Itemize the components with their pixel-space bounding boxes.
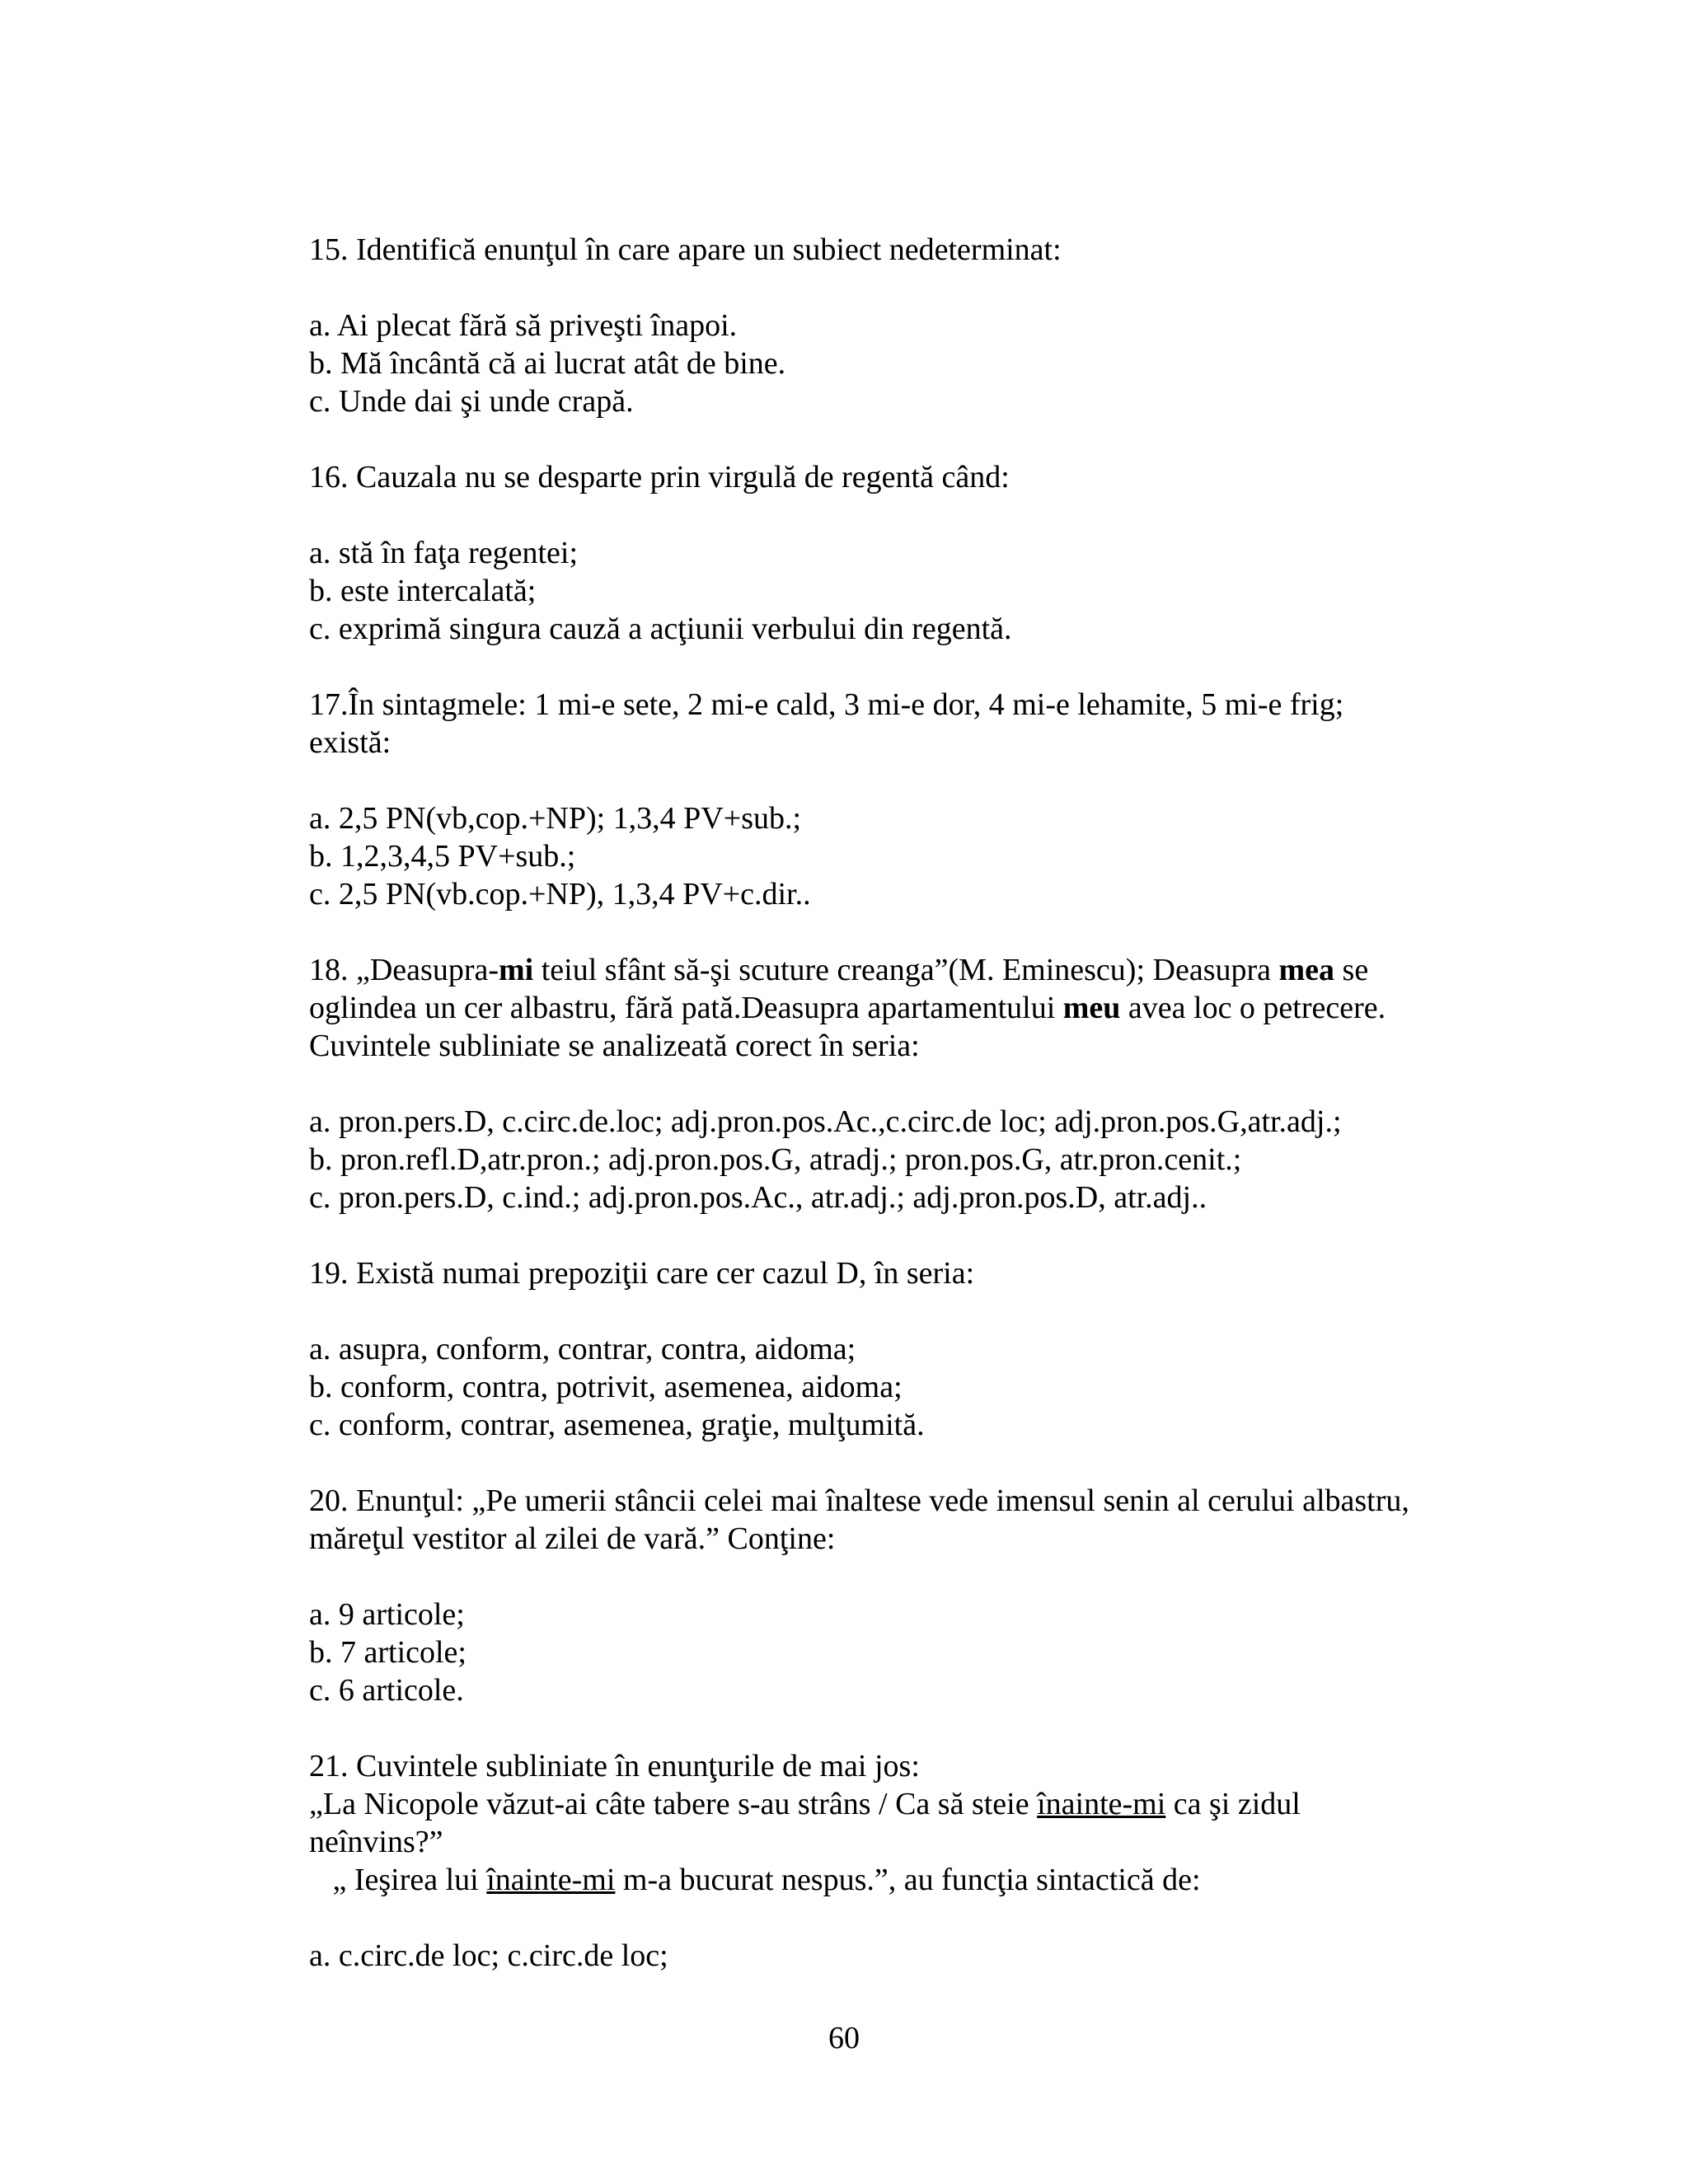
- question-20-option-c: c. 6 articole.: [309, 1673, 464, 1708]
- q18-bold-word: meu: [1062, 991, 1121, 1025]
- question-15-option-a: a. Ai plecat fără să priveşti înapoi.: [309, 308, 738, 343]
- question-18-option-b: b. pron.refl.D,atr.pron.; adj.pron.pos.G, atradj.; pron.pos.G, atr.pron.cenit.;: [309, 1142, 1242, 1177]
- question-20-stem-line-1: 20. Enunţul: „Pe umerii stâncii celei mai înaltese vede imensul senin al cerului albastru,: [309, 1483, 1409, 1518]
- document-body: [309, 231, 1496, 1975]
- q18-text: oglindea un cer albastru, fără pată.Deasupra apartamentului: [309, 991, 1063, 1025]
- question-15-stem: 15. Identifică enunţul în care apare un subiect nedeterminat:: [309, 232, 1062, 267]
- q18-text: 18. „Deasupra-: [309, 953, 499, 987]
- question-16-option-a: a. stă în faţa regentei;: [309, 536, 579, 570]
- question-17-stem-line-2: există:: [309, 725, 392, 760]
- question-20-option-a: a. 9 articole;: [309, 1597, 465, 1632]
- question-19-option-c: c. conform, contrar, asemenea, graţie, mulţumită.: [309, 1408, 925, 1442]
- question-16-option-c: c. exprimă singura cauză a acţiunii verbului din regentă.: [309, 612, 1012, 646]
- question-19-stem: 19. Există numai prepoziţii care cer cazul D, în seria:: [309, 1256, 975, 1291]
- question-21-quote-line-1: [309, 1785, 1496, 1823]
- q18-text: teiul sfânt să-şi scuture creanga”(M. Eminescu); Deasupra: [533, 953, 1279, 987]
- question-18-stem-line-3: Cuvintele subliniate se analizeată corect în seria:: [309, 1029, 920, 1063]
- question-17-option-c: c. 2,5 PN(vb.cop.+NP), 1,3,4 PV+c.dir..: [309, 877, 811, 912]
- q18-bold-word: mi: [499, 953, 534, 987]
- q21-text: „La Nicopole văzut-ai câte tabere s-au strâns / Ca să steie: [309, 1787, 1038, 1821]
- q18-text: avea loc o petrecere.: [1120, 991, 1386, 1025]
- q21-text: „ Ieşirea lui: [309, 1863, 487, 1897]
- question-20-stem-line-2: măreţul vestitor al zilei de vară.” Conţine:: [309, 1521, 836, 1556]
- q21-underlined-word: înainte-mi: [486, 1863, 616, 1897]
- question-21-quote-line-3: [309, 1861, 1496, 1899]
- q18-text: se: [1334, 953, 1369, 987]
- page-number: 60: [828, 2021, 860, 2055]
- question-18-stem-line-1: [309, 951, 1496, 989]
- q21-underlined-word: înainte-mi: [1037, 1787, 1166, 1821]
- question-21-quote-line-2: neînvins?”: [309, 1825, 443, 1859]
- question-21-option-a: a. c.circ.de loc; c.circ.de loc;: [309, 1938, 668, 1973]
- q21-text: m-a bucurat nespus.”, au funcţia sintactică de:: [615, 1863, 1201, 1897]
- question-15-option-c: c. Unde dai şi unde crapă.: [309, 384, 634, 419]
- question-21-stem: 21. Cuvintele subliniate în enunţurile de mai jos:: [309, 1749, 920, 1783]
- question-17-option-a: a. 2,5 PN(vb,cop.+NP); 1,3,4 PV+sub.;: [309, 801, 802, 836]
- question-18-option-a: a. pron.pers.D, c.circ.de.loc; adj.pron.pos.Ac.,c.circ.de loc; adj.pron.pos.G,atr.adj.;: [309, 1104, 1342, 1139]
- question-18-option-c: c. pron.pers.D, c.ind.; adj.pron.pos.Ac., atr.adj.; adj.pron.pos.D, atr.adj..: [309, 1180, 1207, 1215]
- q18-bold-word: mea: [1278, 953, 1335, 987]
- question-18-stem-line-2: [309, 989, 1496, 1027]
- question-19-option-b: b. conform, contra, potrivit, asemenea, aidoma;: [309, 1370, 903, 1404]
- question-17-stem-line-1: 17.În sintagmele: 1 mi-e sete, 2 mi-e cald, 3 mi-e dor, 4 mi-e lehamite, 5 mi-e frig;: [309, 687, 1344, 722]
- question-15-option-b: b. Mă încântă că ai lucrat atât de bine.: [309, 346, 786, 381]
- question-20-option-b: b. 7 articole;: [309, 1635, 467, 1670]
- q21-text: ca şi zidul: [1165, 1787, 1301, 1821]
- question-16-option-b: b. este intercalată;: [309, 574, 537, 608]
- question-19-option-a: a. asupra, conform, contrar, contra, aidoma;: [309, 1332, 856, 1366]
- question-17-option-b: b. 1,2,3,4,5 PV+sub.;: [309, 839, 576, 874]
- question-16-stem: 16. Cauzala nu se desparte prin virgulă de regentă când:: [309, 460, 1010, 494]
